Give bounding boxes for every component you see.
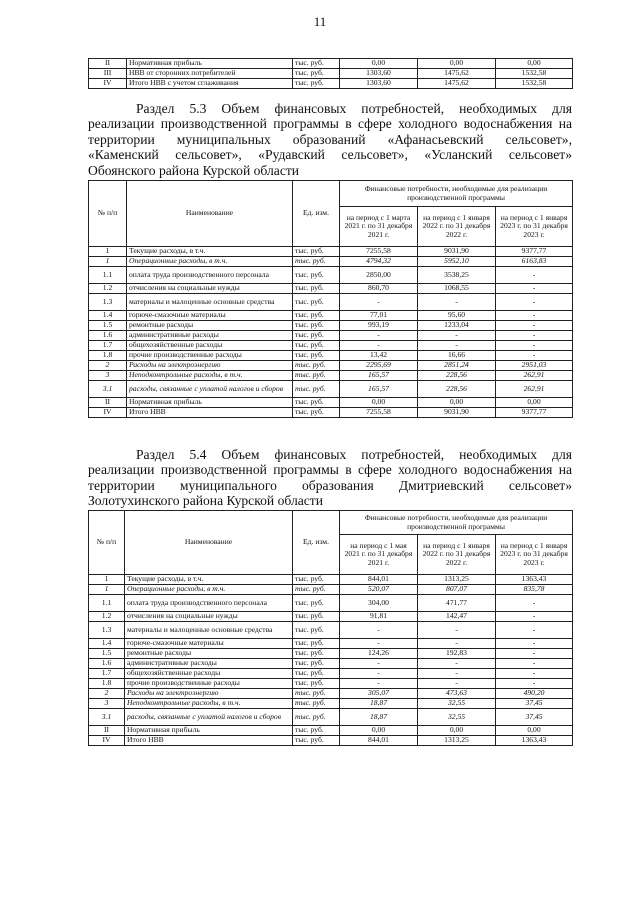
row-value-period-2: 0,00 <box>418 726 496 736</box>
row-value-period-2: 32,55 <box>418 709 496 726</box>
row-value-period-1: 520,07 <box>340 585 418 595</box>
row-value-period-1: 18,87 <box>340 699 418 709</box>
heading-line: Обоянского района Курской области <box>88 162 300 178</box>
row-number: 3.1 <box>89 381 127 398</box>
row-name: административные расходы <box>125 659 293 669</box>
row-number: III <box>89 69 127 79</box>
col-header-name: Наименование <box>127 181 293 247</box>
row-unit: тыс. руб. <box>293 59 340 69</box>
row-unit: тыс. руб. <box>293 679 340 689</box>
table-row <box>89 371 573 381</box>
col-header-period-1: на период с 1 мая 2021 г. по 31 декабря 2021 г. <box>340 535 418 575</box>
col-header-num: № п/п <box>89 181 127 247</box>
col-header-period-2: на период с 1 января 2022 г. по 31 декабря 2022 г. <box>418 535 496 575</box>
row-value-period-2: 16,66 <box>418 351 496 361</box>
row-value-period-2: 5952,10 <box>418 257 496 267</box>
row-value-period-3: 9377,77 <box>496 408 573 418</box>
row-number: 1 <box>89 575 125 585</box>
row-unit: тыс. руб. <box>293 398 340 408</box>
heading-line: реализации производственной программы в сфере холодного водоснабжения на <box>88 462 572 478</box>
row-name: расходы, связанные с уплатой налогов и сборов <box>125 709 293 726</box>
col-header-num: № п/п <box>89 511 125 575</box>
row-value-period-3: 1532,58 <box>496 79 573 89</box>
row-name: Неподконтрольные расходы, в т.ч. <box>125 699 293 709</box>
row-value-period-3: 9377,77 <box>496 247 573 257</box>
table-row <box>89 408 573 418</box>
row-value-period-2: - <box>418 294 496 311</box>
table-row <box>89 639 573 649</box>
heading-line: Золотухинского района Курской области <box>88 493 324 509</box>
row-name: оплата труда производственного персонала <box>125 595 293 612</box>
row-value-period-1: 844,01 <box>340 575 418 585</box>
row-value-period-1: 77,01 <box>340 311 418 321</box>
row-number: 1.3 <box>89 622 125 639</box>
row-value-period-3: - <box>496 267 573 284</box>
row-value-period-2: 142,47 <box>418 612 496 622</box>
row-value-period-1: 844,01 <box>340 736 418 746</box>
row-unit: тыс. руб. <box>293 408 340 418</box>
table-row <box>89 595 573 612</box>
row-value-period-1: 2295,69 <box>340 361 418 371</box>
row-name: отчисления на социальные нужды <box>125 612 293 622</box>
table-row <box>89 659 573 669</box>
table-row <box>89 381 573 398</box>
row-value-period-1: 0,00 <box>340 398 418 408</box>
row-unit: тыс. руб. <box>293 669 340 679</box>
row-value-period-2: 0,00 <box>418 398 496 408</box>
row-number: 2 <box>89 361 127 371</box>
row-name: Нормативная прибыль <box>127 59 293 69</box>
row-name: ремонтные расходы <box>127 321 293 331</box>
row-value-period-2: 95,60 <box>418 311 496 321</box>
row-number: II <box>89 59 127 69</box>
heading-line: территории муниципальных образований «Афанасьевский сельсовет», <box>88 131 572 147</box>
row-name: ремонтные расходы <box>125 649 293 659</box>
table-row <box>89 585 573 595</box>
row-value-period-1: 91,81 <box>340 612 418 622</box>
section-5-3-heading <box>88 101 572 178</box>
row-value-period-2: 1313,25 <box>418 575 496 585</box>
row-name: прочие производственные расходы <box>127 351 293 361</box>
col-header-period-1: на период с 1 марта 2021 г. по 31 декабря 2021 г. <box>340 207 418 247</box>
row-value-period-1: - <box>340 622 418 639</box>
row-value-period-3: 6163,83 <box>496 257 573 267</box>
row-value-period-3: - <box>496 321 573 331</box>
row-value-period-1: 860,70 <box>340 284 418 294</box>
row-name: общехозяйственные расходы <box>127 341 293 351</box>
row-unit: тыс. руб. <box>293 585 340 595</box>
heading-line: реализации производственной программы в сфере холодного водоснабжения на <box>88 116 572 132</box>
table-row <box>89 341 573 351</box>
row-unit: тыс. руб. <box>293 736 340 746</box>
row-number: 3.1 <box>89 709 125 726</box>
row-unit: тыс. руб. <box>293 331 340 341</box>
table-row <box>89 267 573 284</box>
row-value-period-2: 3538,25 <box>418 267 496 284</box>
row-number: 2 <box>89 689 125 699</box>
row-unit: тыс. руб. <box>293 575 340 585</box>
page-number: 11 <box>313 14 327 29</box>
row-name: Итого НВВ с учетом сглаживания <box>127 79 293 89</box>
row-value-period-3: 490,20 <box>496 689 573 699</box>
table-row <box>89 649 573 659</box>
row-value-period-1: - <box>340 341 418 351</box>
row-value-period-2: - <box>418 659 496 669</box>
row-name: материалы и малоценные основные средства <box>125 622 293 639</box>
table-row <box>89 679 573 689</box>
row-value-period-3: - <box>496 294 573 311</box>
row-value-period-3: - <box>496 351 573 361</box>
row-value-period-1: 1303,60 <box>340 69 418 79</box>
continuation-table <box>88 58 573 89</box>
heading-line: Раздел 5.3 Объем финансовых потребностей, необходимых для <box>136 101 572 116</box>
row-value-period-2: - <box>418 341 496 351</box>
row-value-period-2: - <box>418 622 496 639</box>
heading-line: «Каменский сельсовет», «Рудавский сельсовет», «Усланский сельсовет» <box>88 147 572 163</box>
row-value-period-3: 1363,43 <box>496 575 573 585</box>
table-row <box>89 612 573 622</box>
row-value-period-2: 32,55 <box>418 699 496 709</box>
row-value-period-2: 2851,24 <box>418 361 496 371</box>
row-value-period-1: 124,26 <box>340 649 418 659</box>
row-value-period-3: - <box>496 612 573 622</box>
table-row <box>89 398 573 408</box>
row-name: материалы и малоценные основные средства <box>127 294 293 311</box>
table-row <box>89 361 573 371</box>
section-5-3-table <box>88 180 573 418</box>
row-value-period-3: 37,45 <box>496 699 573 709</box>
row-value-period-2: 807,07 <box>418 585 496 595</box>
row-value-period-1: 165,57 <box>340 381 418 398</box>
table-row <box>89 622 573 639</box>
row-value-period-3: - <box>496 679 573 689</box>
row-number: 3 <box>89 371 127 381</box>
row-unit: тыс. руб. <box>293 69 340 79</box>
table-row <box>89 575 573 585</box>
row-value-period-3: 262,91 <box>496 381 573 398</box>
row-number: 1.6 <box>89 659 125 669</box>
row-number: 1.1 <box>89 595 125 612</box>
row-number: 1.2 <box>89 612 125 622</box>
row-value-period-1: 993,19 <box>340 321 418 331</box>
row-unit: тыс. руб. <box>293 726 340 736</box>
row-number: IV <box>89 79 127 89</box>
row-number: IV <box>89 408 127 418</box>
row-value-period-2: 471,77 <box>418 595 496 612</box>
row-value-period-2: 473,63 <box>418 689 496 699</box>
col-header-period-3: на период с 1 января 2023 г. по 31 декабря 2023 г. <box>496 535 573 575</box>
row-unit: тыс. руб. <box>293 267 340 284</box>
row-name: Текущие расходы, в т.ч. <box>125 575 293 585</box>
row-value-period-2: 192,83 <box>418 649 496 659</box>
row-number: 1.7 <box>89 341 127 351</box>
row-value-period-3: - <box>496 331 573 341</box>
row-number: 1.8 <box>89 679 125 689</box>
row-value-period-3: - <box>496 649 573 659</box>
table-row <box>89 351 573 361</box>
row-value-period-1: - <box>340 679 418 689</box>
row-name: расходы, связанные с уплатой налогов и сборов <box>127 381 293 398</box>
row-value-period-1: 7255,58 <box>340 247 418 257</box>
table-row <box>89 669 573 679</box>
row-value-period-1: 165,57 <box>340 371 418 381</box>
row-value-period-2: 1475,62 <box>418 79 496 89</box>
col-header-unit: Ед. изм. <box>293 511 340 575</box>
section-5-4-table <box>88 510 573 746</box>
row-unit: тыс. руб. <box>293 612 340 622</box>
row-value-period-3: 0,00 <box>496 726 573 736</box>
row-value-period-3: 2951,03 <box>496 361 573 371</box>
row-name: прочие производственные расходы <box>125 679 293 689</box>
row-name: Нормативная прибыль <box>127 398 293 408</box>
row-number: 1.4 <box>89 639 125 649</box>
row-unit: тыс. руб. <box>293 361 340 371</box>
row-name: Итого НВВ <box>127 408 293 418</box>
row-unit: тыс. руб. <box>293 284 340 294</box>
row-number: 1.8 <box>89 351 127 361</box>
row-unit: тыс. руб. <box>293 639 340 649</box>
row-value-period-2: 9031,90 <box>418 408 496 418</box>
row-value-period-1: 2850,00 <box>340 267 418 284</box>
row-unit: тыс. руб. <box>293 247 340 257</box>
row-name: Текущие расходы, в т.ч. <box>127 247 293 257</box>
row-value-period-1: - <box>340 331 418 341</box>
row-value-period-1: 18,87 <box>340 709 418 726</box>
row-value-period-3: - <box>496 659 573 669</box>
table-row <box>89 257 573 267</box>
row-value-period-2: 1068,55 <box>418 284 496 294</box>
row-value-period-2: 9031,90 <box>418 247 496 257</box>
row-value-period-1: 0,00 <box>340 726 418 736</box>
row-name: административные расходы <box>127 331 293 341</box>
row-number: 1 <box>89 257 127 267</box>
col-header-period-3: на период с 1 января 2023 г. по 31 декабря 2023 г. <box>496 207 573 247</box>
table-row <box>89 79 573 89</box>
row-unit: тыс. руб. <box>293 689 340 699</box>
col-header-name: Наименование <box>125 511 293 575</box>
row-value-period-3: 0,00 <box>496 398 573 408</box>
row-number: 1.3 <box>89 294 127 311</box>
row-unit: тыс. руб. <box>293 371 340 381</box>
heading-line: Раздел 5.4 Объем финансовых потребностей, необходимых для <box>136 447 572 462</box>
table-row <box>89 726 573 736</box>
row-unit: тыс. руб. <box>293 699 340 709</box>
col-header-group: Финансовые потребности, необходимые для реализации производственной программы <box>340 181 573 207</box>
row-unit: тыс. руб. <box>293 381 340 398</box>
row-name: горюче-смазочные материалы <box>127 311 293 321</box>
row-value-period-2: - <box>418 669 496 679</box>
row-value-period-3: 835,78 <box>496 585 573 595</box>
row-number: IV <box>89 736 125 746</box>
row-value-period-2: - <box>418 331 496 341</box>
row-number: 1.7 <box>89 669 125 679</box>
row-value-period-3: 0,00 <box>496 59 573 69</box>
table-row <box>89 699 573 709</box>
row-unit: тыс. руб. <box>293 341 340 351</box>
row-unit: тыс. руб. <box>293 321 340 331</box>
row-value-period-2: - <box>418 639 496 649</box>
row-number: 1.5 <box>89 321 127 331</box>
table-row <box>89 247 573 257</box>
row-name: Операционные расходы, в т.ч. <box>127 257 293 267</box>
row-value-period-3: - <box>496 639 573 649</box>
row-number: 1.6 <box>89 331 127 341</box>
row-unit: тыс. руб. <box>293 649 340 659</box>
row-value-period-3: 1532,58 <box>496 69 573 79</box>
row-value-period-1: 4794,32 <box>340 257 418 267</box>
row-name: Неподконтрольные расходы, в т.ч. <box>127 371 293 381</box>
row-name: оплата труда производственного персонала <box>127 267 293 284</box>
row-name: общехозяйственные расходы <box>125 669 293 679</box>
table-row <box>89 331 573 341</box>
row-value-period-1: - <box>340 639 418 649</box>
row-name: Итого НВВ <box>125 736 293 746</box>
row-value-period-1: 304,00 <box>340 595 418 612</box>
row-number: II <box>89 726 125 736</box>
row-value-period-1: 13,42 <box>340 351 418 361</box>
table-row <box>89 709 573 726</box>
row-value-period-1: 7255,58 <box>340 408 418 418</box>
row-number: II <box>89 398 127 408</box>
row-unit: тыс. руб. <box>293 79 340 89</box>
row-name: Операционные расходы, в т.ч. <box>125 585 293 595</box>
row-unit: тыс. руб. <box>293 257 340 267</box>
row-name: НВВ от сторонних потребителей <box>127 69 293 79</box>
row-value-period-2: 1313,25 <box>418 736 496 746</box>
row-name: отчисления на социальные нужды <box>127 284 293 294</box>
row-name: Расходы на электроэнергию <box>127 361 293 371</box>
row-value-period-1: - <box>340 659 418 669</box>
row-name: Расходы на электроэнергию <box>125 689 293 699</box>
row-number: 1.2 <box>89 284 127 294</box>
row-value-period-3: - <box>496 595 573 612</box>
row-value-period-3: - <box>496 669 573 679</box>
row-unit: тыс. руб. <box>293 659 340 669</box>
row-value-period-3: - <box>496 622 573 639</box>
row-unit: тыс. руб. <box>293 351 340 361</box>
row-unit: тыс. руб. <box>293 709 340 726</box>
row-unit: тыс. руб. <box>293 595 340 612</box>
row-value-period-3: 1363,43 <box>496 736 573 746</box>
row-value-period-3: 262,91 <box>496 371 573 381</box>
row-number: 1.1 <box>89 267 127 284</box>
row-number: 1 <box>89 247 127 257</box>
row-value-period-2: 1233,04 <box>418 321 496 331</box>
row-value-period-2: 1475,62 <box>418 69 496 79</box>
row-unit: тыс. руб. <box>293 294 340 311</box>
table-row <box>89 736 573 746</box>
row-value-period-1: - <box>340 669 418 679</box>
row-number: 1 <box>89 585 125 595</box>
row-name: горюче-смазочные материалы <box>125 639 293 649</box>
col-header-period-2: на период с 1 января 2022 г. по 31 декабря 2022 г. <box>418 207 496 247</box>
row-value-period-1: 0,00 <box>340 59 418 69</box>
row-value-period-3: - <box>496 284 573 294</box>
heading-line: территории муниципального образования Дмитриевский сельсовет» <box>88 477 572 493</box>
table-row <box>89 689 573 699</box>
col-header-unit: Ед. изм. <box>293 181 340 247</box>
row-value-period-1: 1303,60 <box>340 79 418 89</box>
row-value-period-3: - <box>496 341 573 351</box>
row-unit: тыс. руб. <box>293 311 340 321</box>
row-value-period-3: - <box>496 311 573 321</box>
table-row <box>89 59 573 69</box>
table-row <box>89 294 573 311</box>
row-value-period-1: - <box>340 294 418 311</box>
row-value-period-3: 37,45 <box>496 709 573 726</box>
row-value-period-2: 228,56 <box>418 371 496 381</box>
table-row <box>89 284 573 294</box>
row-number: 3 <box>89 699 125 709</box>
row-value-period-2: - <box>418 679 496 689</box>
col-header-group: Финансовые потребности, необходимые для реализации производственной программы <box>340 511 573 535</box>
row-name: Нормативная прибыль <box>125 726 293 736</box>
row-unit: тыс. руб. <box>293 622 340 639</box>
row-value-period-2: 0,00 <box>418 59 496 69</box>
table-row <box>89 321 573 331</box>
row-value-period-2: 228,56 <box>418 381 496 398</box>
row-number: 1.4 <box>89 311 127 321</box>
table-row <box>89 69 573 79</box>
row-value-period-1: 305,07 <box>340 689 418 699</box>
row-number: 1.5 <box>89 649 125 659</box>
table-row <box>89 311 573 321</box>
section-5-4-heading <box>88 447 572 509</box>
